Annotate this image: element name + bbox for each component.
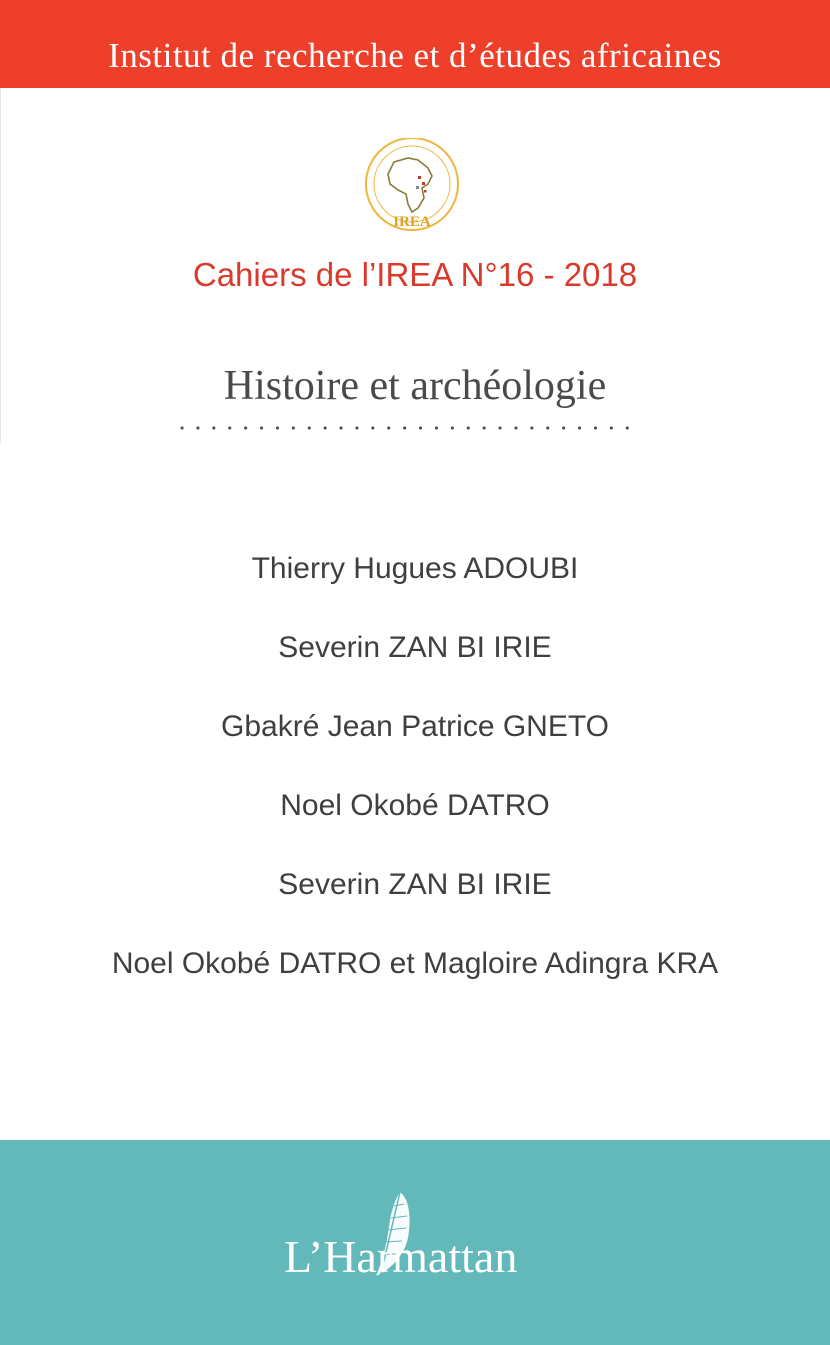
series-title: Cahiers de l’IREA N°16 - 2018 bbox=[192, 256, 638, 293]
institute-name: Institut de recherche et d’études africaines bbox=[108, 36, 722, 75]
volume-title: Histoire et archéologie bbox=[223, 363, 607, 409]
author-name: Severin ZAN BI IRIE bbox=[278, 631, 552, 664]
author-name: Gbakré Jean Patrice GNETO bbox=[221, 710, 609, 743]
dotted-divider bbox=[180, 424, 644, 432]
author-list bbox=[0, 552, 830, 1026]
irea-seal-text: IREA bbox=[393, 214, 431, 230]
author-name: Noel Okobé DATRO et Magloire Adingra KRA bbox=[111, 947, 719, 980]
irea-africa-seal-icon bbox=[358, 138, 466, 236]
author-name: Severin ZAN BI IRIE bbox=[278, 868, 552, 901]
publisher-name: L’Harmattan bbox=[284, 1231, 518, 1282]
publisher-logo bbox=[280, 1186, 544, 1282]
author-name: Noel Okobé DATRO bbox=[280, 789, 550, 822]
author-name: Thierry Hugues ADOUBI bbox=[251, 552, 579, 585]
